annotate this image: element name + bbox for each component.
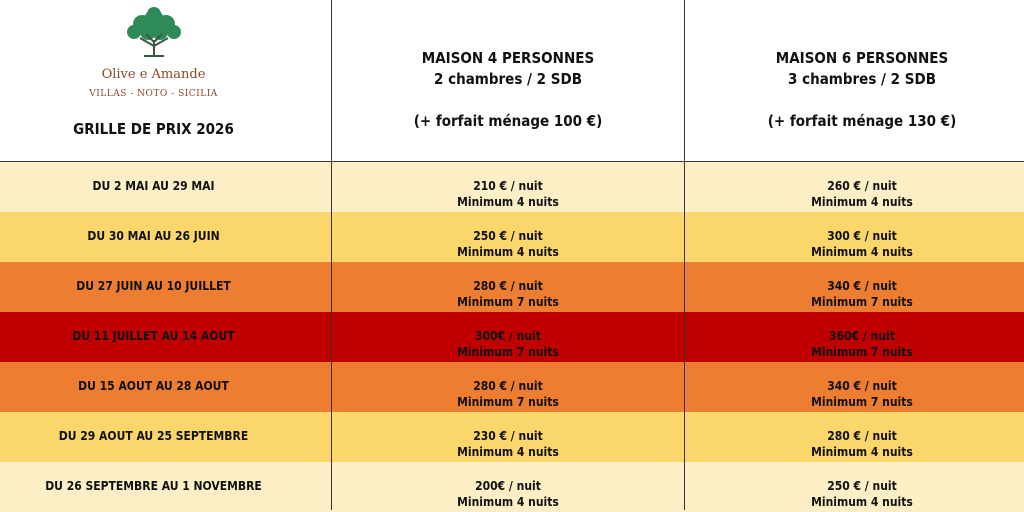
column-divider <box>684 0 685 510</box>
table-row <box>0 362 1024 413</box>
price-cell-house-4 <box>332 362 684 412</box>
nightly-price: 340 € / nuit <box>827 279 897 293</box>
period-cell: DU 2 MAI AU 29 MAI <box>92 179 215 193</box>
table-header <box>0 0 1024 162</box>
house-cleaning-fee: (+ forfait ménage 130 €) <box>767 112 957 130</box>
minimum-stay: Minimum 4 nuits <box>811 445 913 459</box>
minimum-stay: Minimum 4 nuits <box>811 195 913 209</box>
price-cell-house-6 <box>685 212 1024 262</box>
price-cell-house-6 <box>685 462 1024 512</box>
nightly-price: 250 € / nuit <box>473 229 543 243</box>
minimum-stay: Minimum 7 nuits <box>457 345 559 359</box>
nightly-price: 280 € / nuit <box>473 279 543 293</box>
minimum-stay: Minimum 4 nuits <box>457 445 559 459</box>
period-cell: DU 26 SEPTEMBRE AU 1 NOVEMBRE <box>45 479 262 493</box>
nightly-price: 210 € / nuit <box>473 179 543 193</box>
table-row <box>0 162 1024 213</box>
column-divider <box>331 0 332 510</box>
price-cell-house-6 <box>685 262 1024 312</box>
brand-name: Olive e Amande <box>101 67 206 82</box>
house-rooms: 3 chambres / 2 SDB <box>788 70 936 88</box>
brand-cell <box>0 0 331 161</box>
price-cell-house-4 <box>332 462 684 512</box>
nightly-price: 280 € / nuit <box>827 429 897 443</box>
nightly-price: 300€ / nuit <box>475 329 541 343</box>
period-cell: DU 27 JUIN AU 10 JUILLET <box>76 279 231 293</box>
price-cell-house-4 <box>332 212 684 262</box>
house-4-header <box>332 0 684 161</box>
table-row <box>0 262 1024 313</box>
minimum-stay: Minimum 4 nuits <box>457 495 559 509</box>
house-title: MAISON 6 PERSONNES <box>775 49 949 67</box>
table-row <box>0 212 1024 263</box>
nightly-price: 250 € / nuit <box>827 479 897 493</box>
nightly-price: 340 € / nuit <box>827 379 897 393</box>
price-cell-house-6 <box>685 312 1024 362</box>
period-cell: DU 15 AOUT AU 28 AOUT <box>78 379 229 393</box>
table-row <box>0 312 1024 363</box>
minimum-stay: Minimum 7 nuits <box>811 345 913 359</box>
nightly-price: 200€ / nuit <box>475 479 541 493</box>
period-cell: DU 29 AOUT AU 25 SEPTEMBRE <box>58 429 249 443</box>
minimum-stay: Minimum 7 nuits <box>811 295 913 309</box>
minimum-stay: Minimum 4 nuits <box>811 495 913 509</box>
price-cell-house-6 <box>685 162 1024 212</box>
price-cell-house-4 <box>332 162 684 212</box>
house-6-header <box>685 0 1024 161</box>
minimum-stay: Minimum 7 nuits <box>457 395 559 409</box>
house-title: MAISON 4 PERSONNES <box>421 49 595 67</box>
table-row <box>0 412 1024 463</box>
price-cell-house-4 <box>332 262 684 312</box>
minimum-stay: Minimum 7 nuits <box>457 295 559 309</box>
price-cell-house-4 <box>332 312 684 362</box>
house-cleaning-fee: (+ forfait ménage 100 €) <box>413 112 603 130</box>
table-row <box>0 462 1024 512</box>
minimum-stay: Minimum 7 nuits <box>811 395 913 409</box>
house-rooms: 2 chambres / 2 SDB <box>434 70 582 88</box>
nightly-price: 280 € / nuit <box>473 379 543 393</box>
nightly-price: 360€ / nuit <box>829 329 895 343</box>
olive-tree-logo-icon <box>120 6 188 58</box>
price-cell-house-4 <box>332 412 684 462</box>
brand-subtitle: VILLAS - NOTO - SICILIA <box>89 89 218 99</box>
page-title: GRILLE DE PRIX 2026 <box>73 120 234 138</box>
period-cell: DU 11 JUILLET AU 14 AOUT <box>72 329 235 343</box>
nightly-price: 260 € / nuit <box>827 179 897 193</box>
nightly-price: 230 € / nuit <box>473 429 543 443</box>
price-cell-house-6 <box>685 362 1024 412</box>
nightly-price: 300 € / nuit <box>827 229 897 243</box>
minimum-stay: Minimum 4 nuits <box>457 195 559 209</box>
minimum-stay: Minimum 4 nuits <box>457 245 559 259</box>
minimum-stay: Minimum 4 nuits <box>811 245 913 259</box>
period-cell: DU 30 MAI AU 26 JUIN <box>87 229 220 243</box>
price-cell-house-6 <box>685 412 1024 462</box>
